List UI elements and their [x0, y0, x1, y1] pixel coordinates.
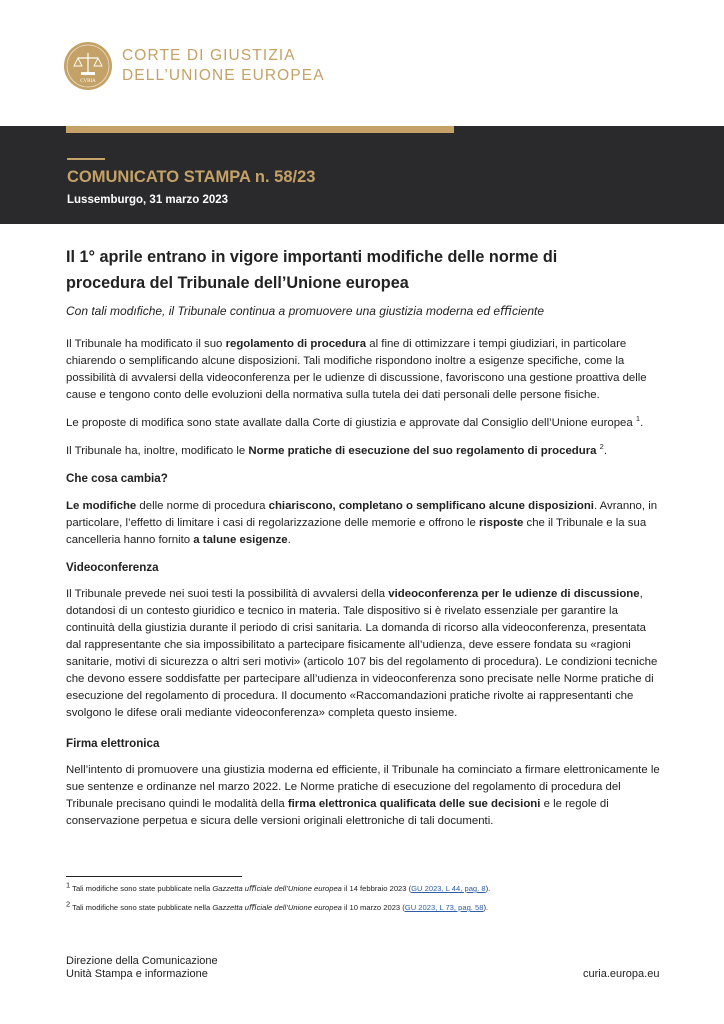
text-run: Il Tribunale ha modificato il suo [66, 338, 226, 350]
headline-line2: procedura del Tribunale dell’Unione europea [66, 274, 409, 292]
court-name-line1: CORTE DI GIUSTIZIA [122, 47, 296, 64]
footer-department [66, 955, 218, 981]
text-run: , dotandosi di un contesto giuridico e tecnico in materia. Tale dispositivo si è rivelato essenziale per garantire la continuità della giustizia durante il periodo di crisi sanitaria. La domanda di ricorso alla videoconferenza, presentata dal rappresentante che sia impossibilitato a partecipare fisicamente all’udienza, deve essere fondata su «ragioni sanitarie, motivi di sicurezza o altri seri motivi» (articolo 107 bis del regolamento di procedura). Le condizioni tecniche che devono essere soddisfatte per partecipare all’udienza in videoconferenza sono precisate nelle Norme pratiche di esecuzione del regolamento di procedura. Il documento «Raccomandazioni pratiche rivolte ai rappresentanti che svolgono le difese orali mediante videoconferenza» completa questo insieme. [66, 588, 658, 719]
bold-run: regolamento di procedura [225, 338, 367, 350]
bold-run: videoconferenza per le udienze di discussione [388, 588, 640, 600]
text-run: al fine di ottimizzare i tempi giudiziari, in particolare chiarendo o semplificando alcune disposizioni. Tali modifiche rispondono inoltre a esigenze specifiche, come la possibilità di avvalersi della videoconferenza per le udienze di discussione, favoriscono una gestione proattiva delle cause e tengono conto delle evoluzioni della normativa sulla tutela dei dati personali delle persone fisiche. [66, 338, 647, 401]
paragraph-videoconference [66, 586, 662, 722]
text-run: il 14 febbraio 2023 ( [341, 884, 412, 893]
footnote-ref-1[interactable]: 1 [635, 414, 641, 424]
section-heading-videoconference: Videoconferenza [66, 561, 159, 574]
text-run: . [640, 417, 644, 429]
bold-run: risposte [479, 517, 524, 529]
text-run: Tali modifiche sono state pubblicate nella [72, 903, 213, 912]
court-logo [64, 42, 325, 90]
italic-run: Gazzetta uﬃciale dell’Unione europea [212, 903, 342, 912]
footer-website[interactable]: curia.europa.eu [583, 968, 660, 980]
section-heading-changes: Che cosa cambia? [66, 472, 168, 485]
text-run: il 10 marzo 2023 ( [341, 903, 405, 912]
paragraph-practical-rules [66, 443, 662, 460]
headline-line1: Il 1° aprile entrano in vigore importanti modifiche delle norme di [66, 248, 558, 266]
press-release-title: COMUNICATO STAMPA n. 58/23 [67, 168, 316, 186]
text-run: e le regole di conservazione perpetua e sicura delle versioni originali elettroniche di tali documenti. [66, 798, 609, 827]
official-journal-link[interactable]: GU 2023, L 44, pag. 8 [411, 884, 486, 893]
court-seal-icon [64, 42, 112, 90]
text-run: ). [485, 884, 491, 893]
footnote-1 [66, 880, 491, 893]
text-run: delle norme di procedura [136, 500, 269, 512]
bold-run: a talune esigenze [193, 534, 288, 546]
gold-accent-rule [67, 158, 105, 160]
press-release-date: Lussemburgo, 31 marzo 2023 [67, 194, 229, 206]
court-name-line2: DELL’UNIONE EUROPEA [122, 67, 325, 84]
court-name [122, 46, 325, 86]
footer-line1: Direzione della Comunicazione [66, 955, 218, 967]
footer-line2: Unità Stampa e informazione [66, 968, 208, 980]
footnote-number: 1 [66, 880, 71, 890]
text-run: . [603, 445, 608, 457]
text-run: Tali modifiche sono state pubblicate nella [72, 884, 213, 893]
gold-rule [66, 126, 454, 133]
text-run: Nell’intento di promuovere una giustizia moderna ed efficiente, il Tribunale ha cominciato a firmare elettronicamente le sue sentenze e ordinanze nel marzo 2022. Le Norme pratiche di esecuzione del regolamento di procedura del Tribunale precisano quindi le modalità della [66, 764, 660, 810]
footnote-divider [66, 876, 242, 877]
bold-run: firma elettronica qualificata delle sue decisioni [287, 798, 541, 810]
section-heading-signature: Firma elettronica [66, 737, 160, 750]
bold-run: Norme pratiche di esecuzione del suo regolamento di procedura [248, 445, 597, 457]
subtitle: Con tali modıfiche, il Tribunale continua a promuovere una giustizia moderna ed eﬃciente [66, 304, 545, 318]
text-run: Il Tribunale prevede nei suoi testi la possibilità di avvalersi della [66, 588, 389, 600]
footnote-number: 2 [66, 899, 71, 909]
paragraph-changes [66, 498, 662, 549]
footnote-2 [66, 899, 489, 912]
text-run: . [287, 534, 291, 546]
text-run: ). [483, 903, 489, 912]
text-run: Il Tribunale ha, inoltre, modificato le [66, 445, 249, 457]
text-run: che il Tribunale e la sua cancelleria hanno fornito [66, 517, 647, 546]
italic-run: Gazzetta uﬃciale dell’Unione europea [212, 884, 342, 893]
press-release-band [0, 126, 724, 224]
svg-text:CVRIA: CVRIA [80, 79, 96, 84]
bold-run: chiariscono, completano o semplificano alcune disposizioni [268, 500, 594, 512]
headline [66, 244, 666, 296]
paragraph-signature [66, 762, 662, 830]
footnote-ref-2[interactable]: 2 [599, 442, 604, 452]
paragraph-intro [66, 336, 662, 404]
bold-run: Le modifiche [66, 500, 137, 512]
official-journal-link[interactable]: GU 2023, L 73, pag. 58 [404, 903, 484, 912]
paragraph-approval [66, 415, 662, 432]
text-run: Le proposte di modifica sono state avallate dalla Corte di giustizia e approvate dal Consiglio dell’Unione europea [66, 417, 636, 429]
text-run: . Avranno, in particolare, l’effetto di limitare i casi di regolarizzazione delle memorie e offrono le [66, 500, 658, 529]
